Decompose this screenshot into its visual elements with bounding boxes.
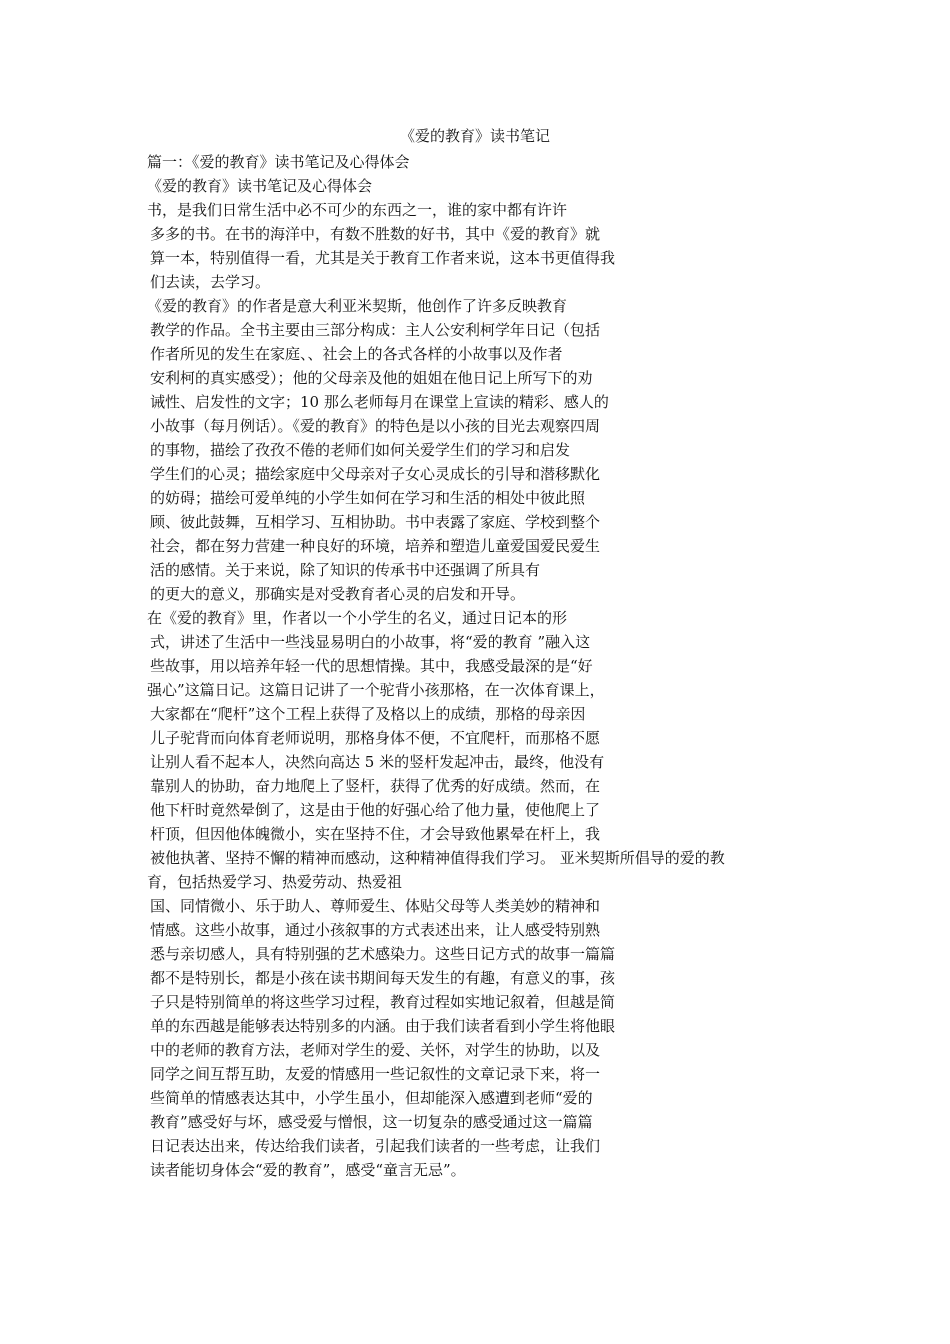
body-line: 社会，都在努力营建一种良好的环境，培养和塑造儿童爱国爱民爱生	[150, 537, 601, 555]
body-line: 子只是特别简单的将这些学习过程，教育过程如实地记叙着，但越是简	[150, 993, 616, 1011]
body-line: 悉与亲切感人，具有特别强的艺术感染力。这些日记方式的故事一篇篇	[150, 945, 616, 963]
body-line: 《爱的教育》的作者是意大利亚米契斯，他创作了许多反映教育	[147, 297, 568, 315]
body-line: 些故事，用以培养年轻一代的思想情操。其中，我感受最深的是“好	[150, 657, 593, 675]
body-line: 国、同情微小、乐于助人、尊师爱生、体贴父母等人类美妙的精神和	[150, 897, 601, 915]
body-line: 单的东西越是能够表达特别多的内涵。由于我们读者看到小学生将他眼	[150, 1017, 616, 1035]
body-line: 日记表达出来，传达给我们读者，引起我们读者的一些考虑，让我们	[150, 1137, 601, 1155]
body-line: 多多的书。在书的海洋中，有数不胜数的好书，其中《爱的教育》就	[150, 225, 601, 243]
body-line: 的事物，描绘了孜孜不倦的老师们如何关爱学生们的学习和启发	[150, 441, 571, 459]
body-line: 大家都在“爬杆”这个工程上获得了及格以上的成绩，那格的母亲因	[150, 705, 586, 723]
body-line: 小故事（每月例话）。《爱的教育》的特色是以小孩的目光去观察四周	[150, 417, 601, 435]
body-line: 在《爱的教育》里，作者以一个小学生的名义，通过日记本的形	[147, 609, 568, 627]
body-line: 算一本，特别值得一看，尤其是关于教育工作者来说，这本书更值得我	[150, 249, 616, 267]
section-heading: 篇一：《爱的教育》读书笔记及心得体会	[147, 153, 410, 171]
body-line: 书，是我们日常生活中必不可少的东西之一，谁的家中都有许许	[147, 201, 568, 219]
body-line: 顾、彼此鼓舞，互相学习、互相协助。书中表露了家庭、学校到整个	[150, 513, 601, 531]
body-line: 们去读，去学习。	[150, 273, 271, 291]
body-line: 杆顶，但因他体魄微小，实在坚持不住，才会导致他累晕在杆上，我	[150, 825, 601, 843]
body-line: 被他执著、坚持不懈的精神而感动，这种精神值得我们学习。 亚米契斯所倡导的爱的教	[150, 849, 725, 867]
body-line: 安利柯的真实感受）；他的父母亲及他的姐姐在他日记上所写下的劝	[150, 369, 593, 387]
body-line: 的妨碍；描绘可爱单纯的小学生如何在学习和生活的相处中彼此照	[150, 489, 586, 507]
body-line: 育，包括热爱学习、热爱劳动、热爱祖	[147, 873, 403, 891]
body-line: 中的老师的教育方法，老师对学生的爱、关怀，对学生的协助，以及	[150, 1041, 601, 1059]
body-line: 强心”这篇日记。这篇日记讲了一个驼背小孩那格，在一次体育课上，	[147, 681, 605, 699]
body-line: 他下杆时竟然晕倒了，这是由于他的好强心给了他力量，使他爬上了	[150, 801, 601, 819]
body-line: 都不是特别长，都是小孩在读书期间每天发生的有趣，有意义的事，孩	[150, 969, 616, 987]
body-line: 教育”感受好与坏，感受爱与憎恨，这一切复杂的感受通过这一篇篇	[150, 1113, 593, 1131]
body-line: 靠别人的协助，奋力地爬上了竖杆，获得了优秀的好成绩。然而，在	[150, 777, 601, 795]
subheading: 《爱的教育》读书笔记及心得体会	[147, 177, 373, 195]
body-line: 教学的作品。全书主要由三部分构成：主人公安利柯学年日记（包括	[150, 321, 601, 339]
body-line: 同学之间互帮互助，友爱的情感用一些记叙性的文章记录下来，将一	[150, 1065, 601, 1083]
body-line: 学生们的心灵；描绘家庭中父母亲对子女心灵成长的引导和潜移默化	[150, 465, 601, 483]
body-line: 让别人看不起本人，决然向高达 5 米的竖杆发起冲击，最终，他没有	[150, 753, 605, 771]
body-line: 情感。这些小故事，通过小孩叙事的方式表述出来，让人感受特别熟	[150, 921, 601, 939]
body-line: 式，讲述了生活中一些浅显易明白的小故事，将“爱的教育 ”融入这	[150, 633, 591, 651]
body-line: 读者能切身体会“爱的教育”，感受“童言无忌”。	[150, 1161, 466, 1179]
body-line: 诫性、启发性的文字；10 那么老师每月在课堂上宣读的精彩、感人的	[150, 393, 609, 411]
body-line: 些简单的情感表达其中，小学生虽小，但却能深入感遭到老师“爱的	[150, 1089, 593, 1107]
body-line: 儿子驼背而向体育老师说明，那格身体不便，不宜爬杆，而那格不愿	[150, 729, 601, 747]
body-line: 作者所见的发生在家庭、、社会上的各式各样的小故事以及作者	[150, 345, 563, 363]
document-title: 《爱的教育》读书笔记	[399, 127, 550, 145]
body-line: 活的感情。关于来说，除了知识的传承书中还强调了所具有	[150, 561, 541, 579]
body-line: 的更大的意义，那确实是对受教育者心灵的启发和开导。	[150, 585, 526, 603]
